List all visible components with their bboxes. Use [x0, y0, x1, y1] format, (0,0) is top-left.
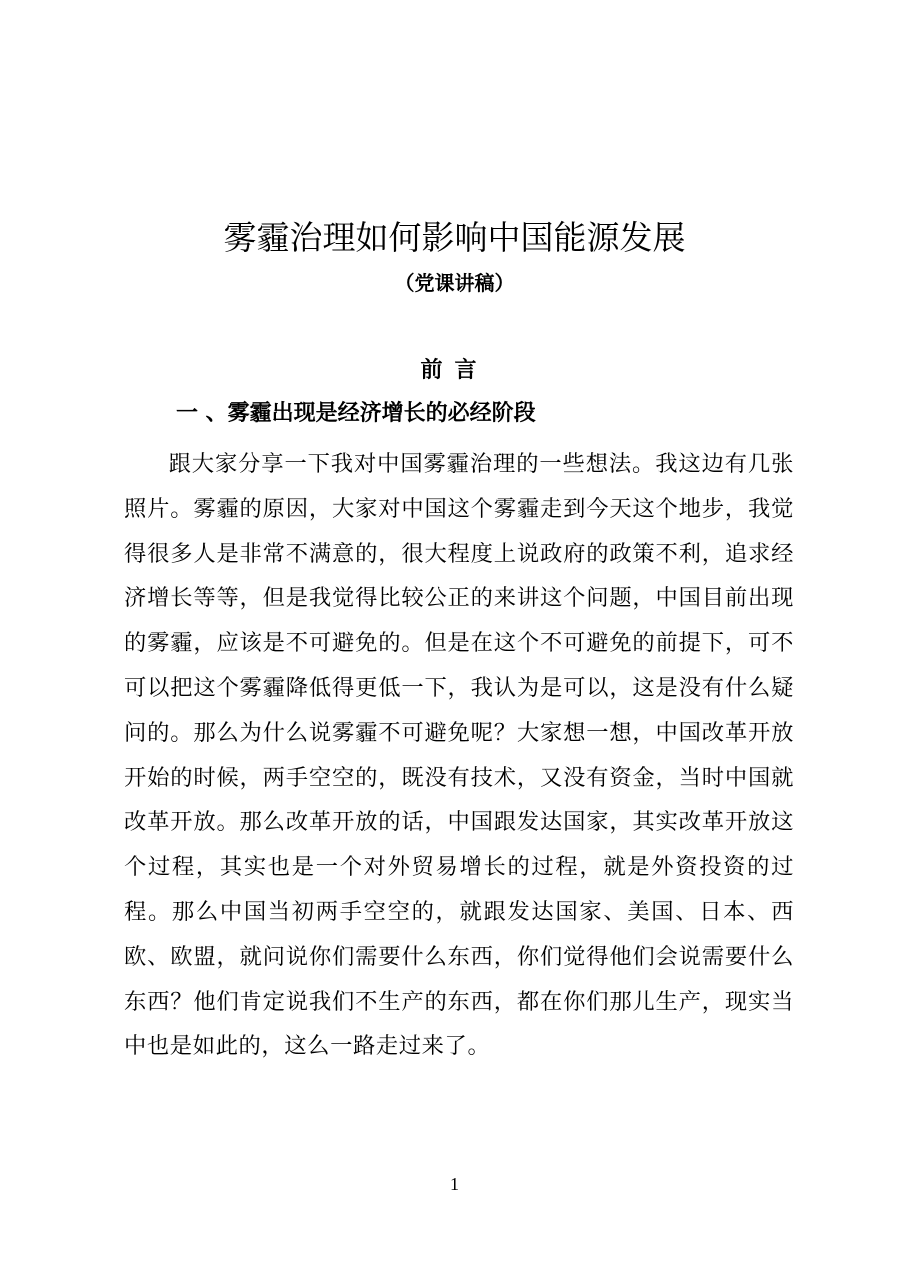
subsection-heading: 一 、雾霾出现是经济增长的必经阶段	[176, 401, 536, 426]
page-number: 1	[450, 1174, 459, 1194]
section-heading: 前言	[420, 358, 489, 383]
document-title: 雾霾治理如何影响中国能源发展	[223, 218, 686, 257]
document-subtitle: （党课讲稿）	[394, 271, 515, 295]
body-paragraph: 跟大家分享一下我对中国雾霾治理的一些想法。我这边有几张照片。雾霾的原因，大家对中国这个雾霾走到今天这个地步，我觉得很多人是非常不满意的，很大程度上说政府的政策不利，追求经济增长等等，但是我觉得比较公正的来讲这个问题，中国目前出现的雾霾，应该是不可避免的。但是在这个不可避免的前提下，可不可以把这个雾霾降低得更低一下，我认为是可以，这是没有什么疑问的。那么为什么说雾霾不可避免呢？大家想一想，中国改革开放开始的时候，两手空空的，既没有技术，又没有资金，当时中国就改革开放。那么改革开放的话，中国跟发达国家，其实改革开放这个过程，其实也是一个对外贸易增长的过程，就是外资投资的过程。那么中国当初两手空空的，就跟发达国家、美国、日本、西欧、欧盟，就问说你们需要什么东西，你们觉得他们会说需要什么东西？他们肯定说我们不生产的东西，都在你们那儿生产，现实当中也是如此的，这么一路走过来了。	[124, 451, 794, 1060]
